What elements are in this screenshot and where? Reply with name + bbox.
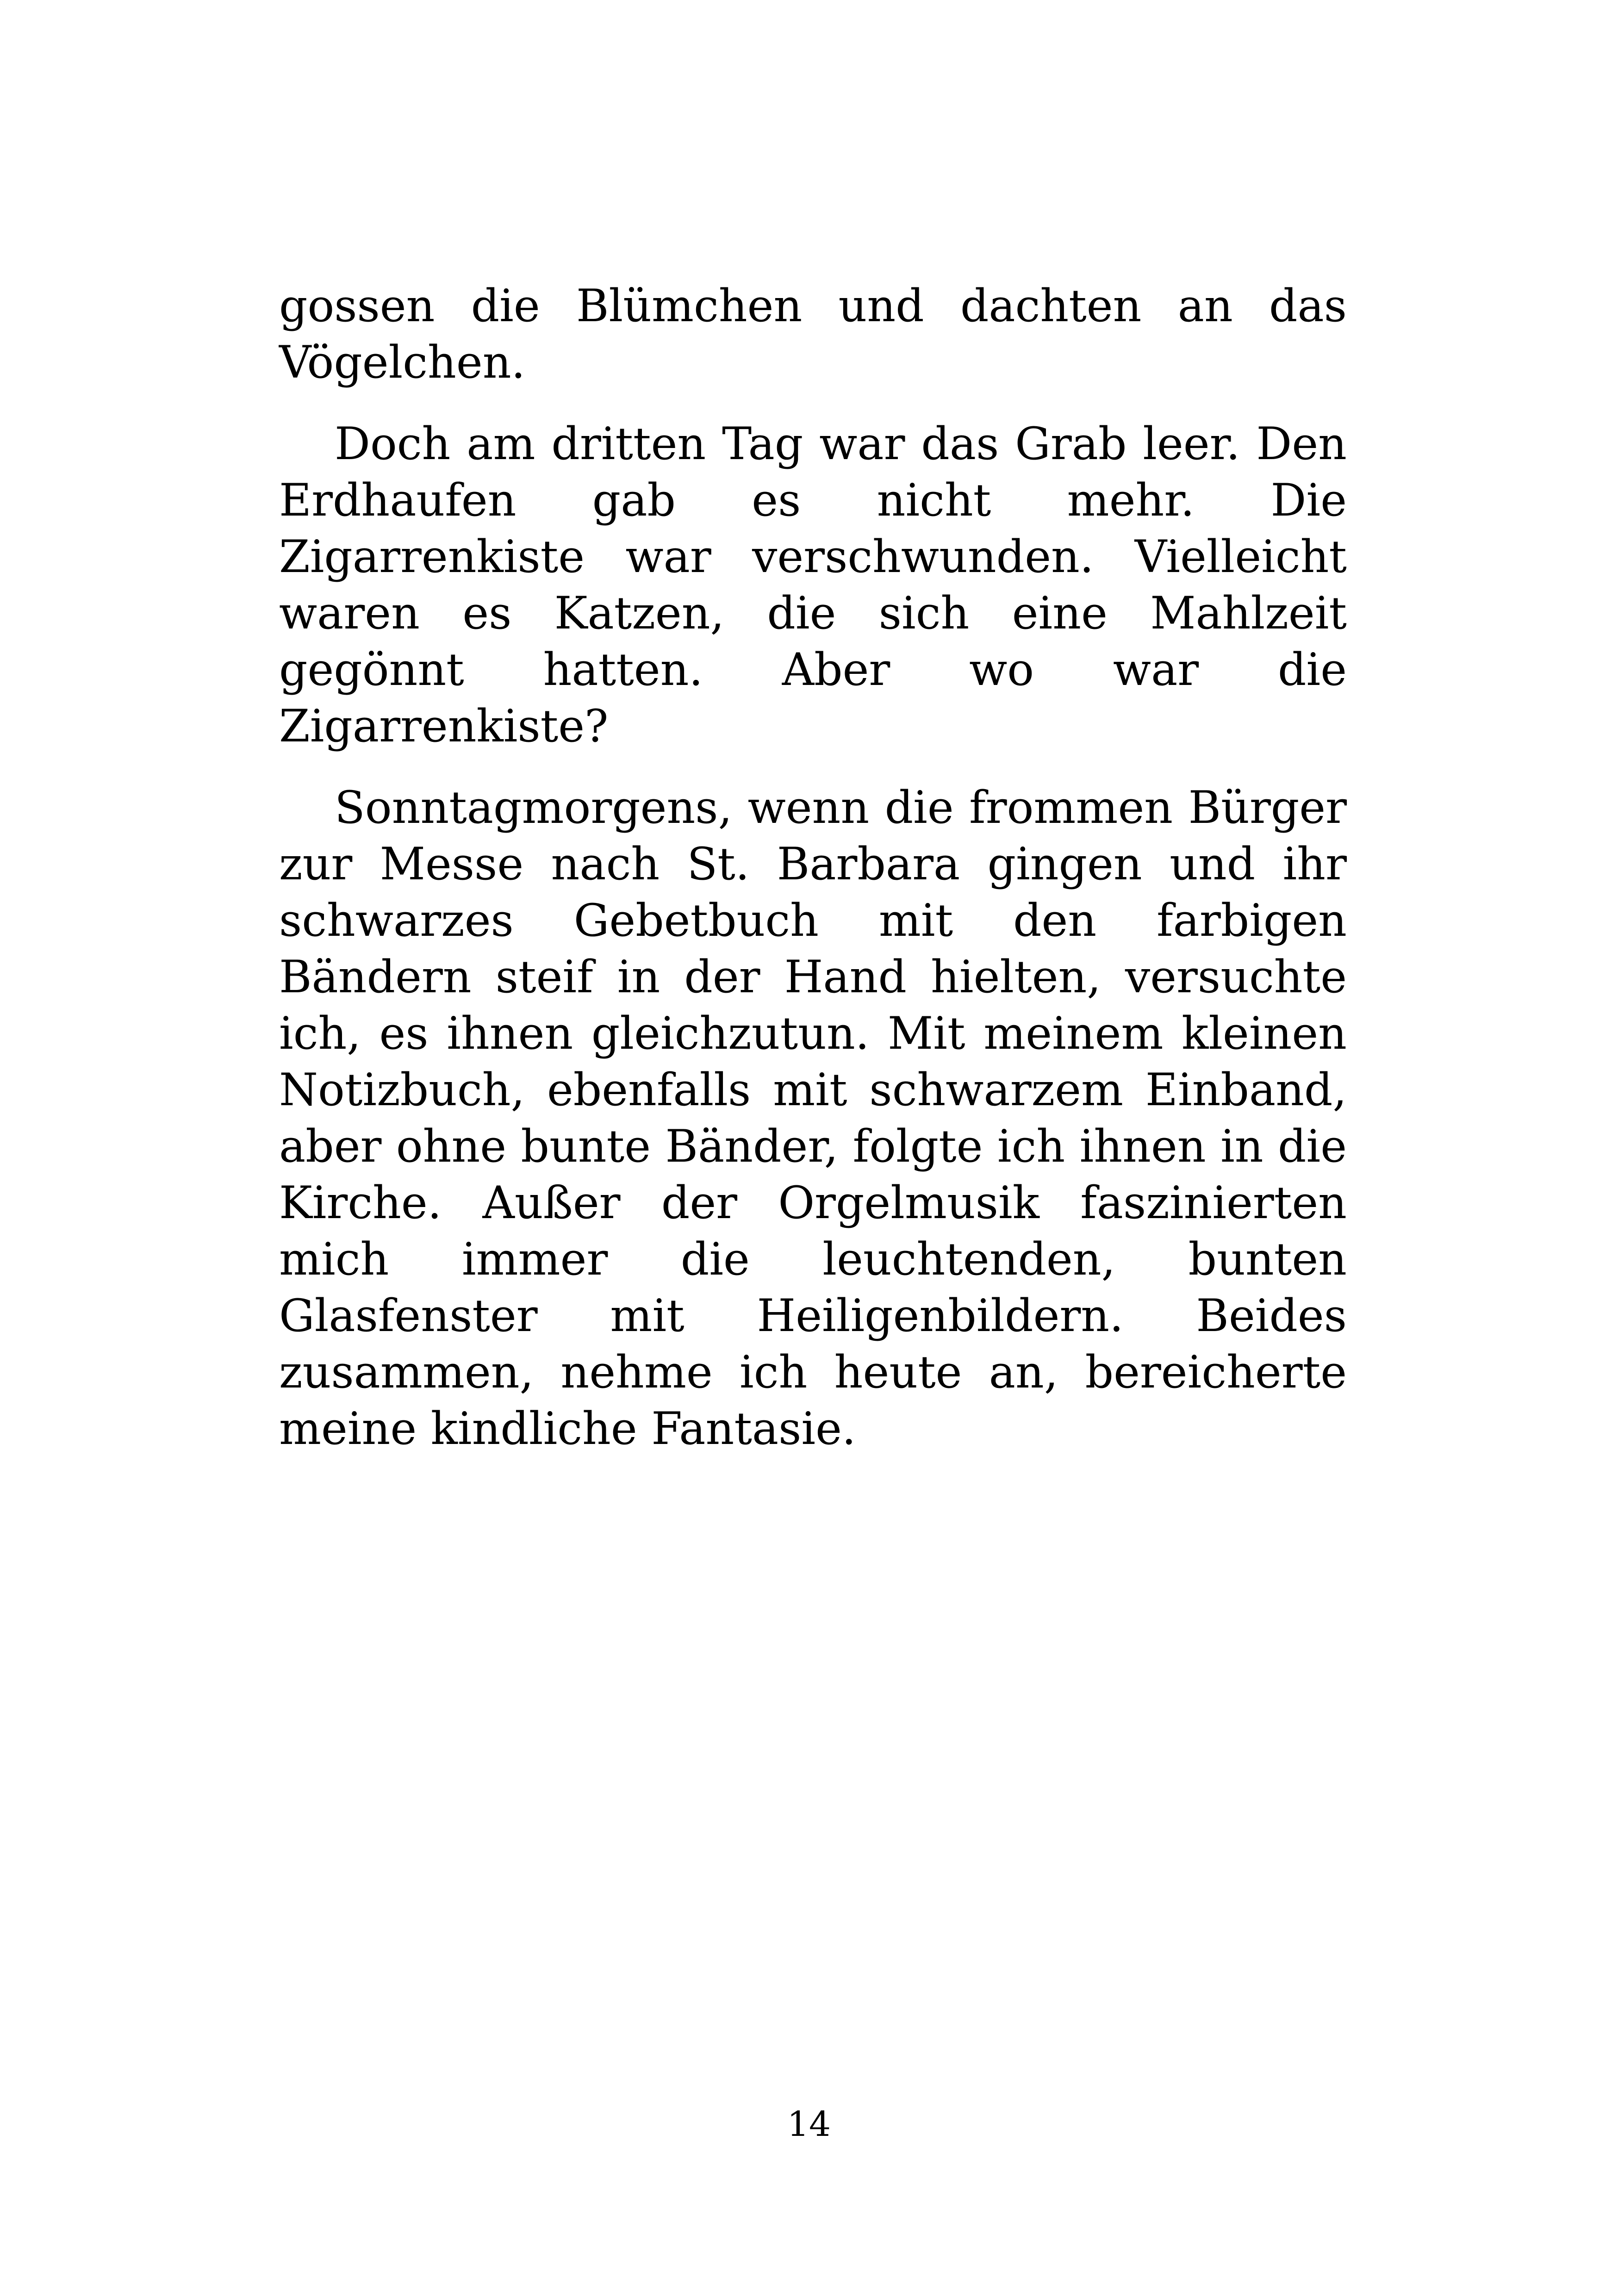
paragraph-grave: Doch am dritten Tag war das Grab leer. Den Erdhaufen gab es nicht mehr. Die Zigarrenkiste war verschwunden. Vielleicht waren es Katzen, die sich eine Mahlzeit gegönnt hatten. Aber wo war die Zigarrenkiste? [279, 418, 1347, 752]
paragraph-continuation: gossen die Blümchen und dachten an das Vögelchen. [279, 280, 1347, 388]
page-number: 14 [787, 2104, 831, 2144]
body-text [279, 278, 1347, 1482]
paragraph-sunday-mass: Sonntagmorgens, wenn die frommen Bürger zur Messe nach St. Barbara gingen und ihr schwarzes Gebetbuch mit den farbigen Bändern steif in der Hand hielten, versuchte ich, es ihnen gleichzutun. Mit meinem kleinen Notizbuch, ebenfalls mit schwarzem Einband, aber ohne bunte Bänder, folgte ich ihnen in die Kirche. Außer der Orgelmusik faszinierten mich immer die leuchtenden, bunten Glasfenster mit Heiligenbildern. Beides zusammen, nehme ich heute an, bereicherte meine kindliche Fantasie. [279, 782, 1347, 1455]
